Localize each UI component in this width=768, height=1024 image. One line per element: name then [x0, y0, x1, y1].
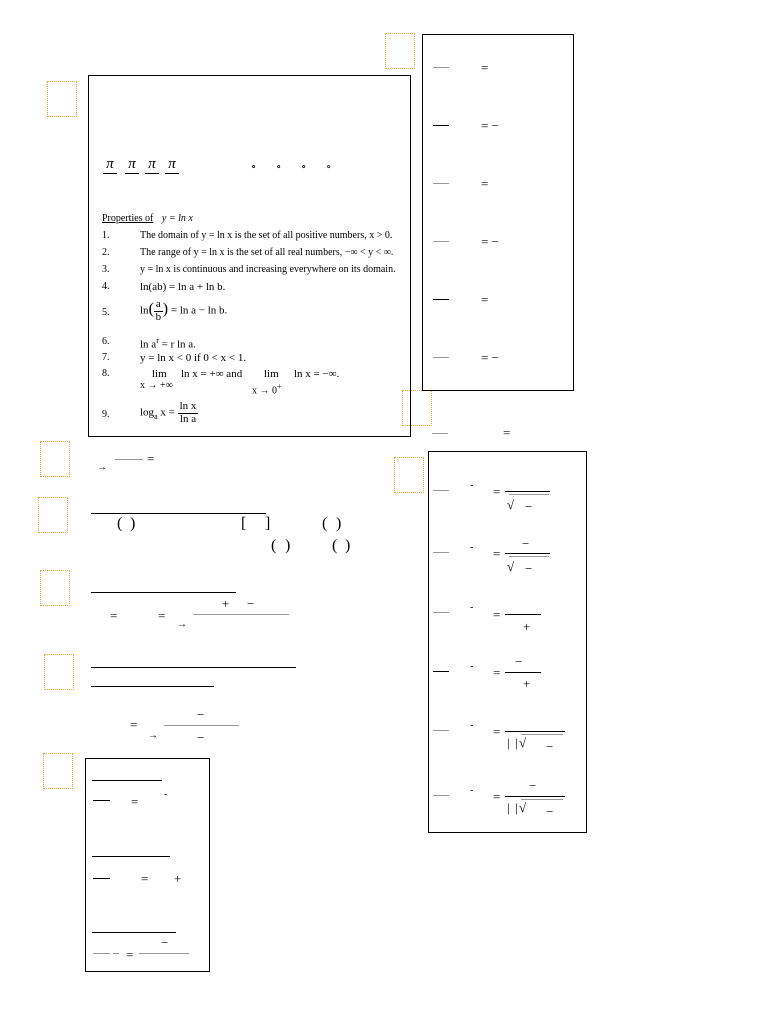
marker-1 — [385, 33, 415, 69]
math-glyph: 1. — [102, 230, 110, 241]
math-glyph: √ — [519, 800, 527, 815]
marker-5 — [394, 457, 424, 493]
math-glyph: x → 0 — [252, 385, 277, 397]
math-glyph: + — [277, 382, 282, 391]
math-glyph: ln — [140, 304, 149, 317]
math-glyph: - — [470, 785, 474, 796]
math-glyph: = — [481, 60, 489, 75]
circle-glyph: ∘ — [276, 161, 282, 173]
pi-symbol: π — [165, 156, 179, 174]
math-glyph: = — [110, 608, 118, 623]
right-top-box — [422, 34, 574, 391]
math-glyph: 7. — [102, 352, 110, 363]
math-glyph: 8. — [102, 368, 110, 379]
math-glyph: log — [140, 406, 155, 419]
math-glyph: ln x — [179, 400, 197, 412]
marker-6 — [38, 497, 68, 533]
math-glyph: | — [515, 735, 518, 750]
math-glyph: [ — [241, 515, 247, 532]
math-glyph: − — [197, 730, 205, 745]
math-glyph: − — [546, 804, 554, 819]
math-glyph: b — [155, 310, 162, 323]
arrow-glyph: → — [97, 462, 107, 473]
math-glyph: ln(ab) = ln a + ln b. — [140, 281, 226, 293]
math-glyph: Properties of — [102, 213, 154, 224]
math-glyph: = — [126, 947, 134, 962]
math-glyph: y = ln x < 0 if 0 < x < 1. — [140, 352, 247, 364]
math-glyph: − — [247, 596, 255, 611]
marker-7 — [40, 570, 70, 606]
math-glyph: | — [507, 735, 510, 750]
math-glyph: x → +∞ — [140, 380, 173, 391]
marker-9 — [43, 753, 73, 789]
math-glyph: → — [148, 730, 158, 741]
math-glyph: | — [515, 800, 518, 815]
math-glyph: + — [222, 596, 230, 611]
circle-glyph: ∘ — [251, 161, 257, 173]
math-glyph: = — [130, 717, 138, 732]
math-glyph: − — [522, 536, 530, 551]
math-glyph: = r ln a. — [158, 338, 196, 351]
math-glyph: ln x = −∞. — [294, 368, 340, 380]
math-glyph: − — [525, 561, 533, 576]
math-glyph: √ — [519, 735, 527, 750]
math-glyph: + — [174, 871, 182, 886]
math-glyph: = — [493, 546, 501, 561]
equals-glyph: = — [147, 451, 155, 466]
equals-glyph: = — [503, 425, 511, 440]
math-glyph: 2. — [102, 247, 110, 258]
math-glyph: ln a — [140, 338, 157, 351]
math-glyph: = — [131, 794, 139, 809]
math-glyph: − — [197, 707, 205, 722]
math-glyph: ( — [271, 537, 277, 554]
math-glyph: = — [493, 484, 501, 499]
math-glyph: ln x = +∞ and — [181, 368, 243, 380]
math-glyph: 6. — [102, 336, 110, 347]
math-glyph: | — [507, 800, 510, 815]
math-glyph: ( — [332, 537, 338, 554]
marker-8 — [44, 654, 74, 690]
math-glyph: = — [493, 724, 501, 739]
math-glyph: y = ln x — [161, 213, 193, 224]
math-glyph: + — [523, 676, 531, 691]
pi-symbol: π — [125, 156, 139, 174]
math-glyph: = ln a − ln b. — [170, 304, 228, 317]
math-glyph: - — [164, 789, 168, 800]
properties-heading — [102, 213, 193, 224]
math-glyph: − — [525, 499, 533, 514]
right-bottom-box — [428, 451, 587, 833]
math-glyph: − — [546, 739, 554, 754]
math-glyph: ) — [345, 537, 351, 554]
math-glyph: - — [470, 720, 474, 731]
math-glyph: → — [177, 619, 187, 630]
properties-list: Properties of y = ln x 1. The domain of y = ln x is the set of all positive numbers, x > 0. 2. The range of y = ln x is the set of all real numbers, −∞ < y < ∞. 3. y = ln x is continuous and increasing everywhere on its domain. 4. ln(ab) = ln a + ln b. 5. ln( $\frac{a}{b}$ ) = ln a − ln b. 6. $\ln a^r = r$ ln a. 7. y = ln x < 0 if 0 < x < 1. 8. lim x → +∞ ln x = +∞ and lim x → 0+ ln x = −∞. 9. $\log_a x$ = $\frac{\text{ln x}}{\text{ln a}}$ — [102, 213, 407, 433]
marker-2 — [47, 81, 77, 117]
math-glyph: ) — [285, 537, 291, 554]
math-glyph: = — [493, 665, 501, 680]
math-glyph: ) — [130, 515, 136, 532]
math-glyph: = — [158, 608, 166, 623]
marker-4 — [40, 441, 70, 477]
math-glyph: ] — [265, 515, 271, 532]
math-glyph: = − — [481, 234, 499, 249]
math-glyph: r — [156, 336, 159, 345]
math-glyph: √ — [507, 497, 515, 512]
math-glyph: 4. — [102, 281, 110, 292]
math-glyph: − — [161, 935, 169, 950]
math-glyph: = — [493, 789, 501, 804]
math-glyph: ) — [336, 515, 342, 532]
math-glyph: lim — [264, 368, 279, 380]
math-glyph: a — [155, 298, 161, 310]
pi-symbol: π — [103, 156, 117, 174]
math-glyph: = — [481, 176, 489, 191]
math-glyph: = — [493, 607, 501, 622]
math-glyph: The domain of y = ln x is the set of all positive numbers, x > 0. — [140, 230, 393, 241]
math-glyph: - — [470, 542, 474, 553]
math-glyph: = − — [481, 118, 499, 133]
math-glyph: The range of y = ln x is the set of all real numbers, −∞ < y < ∞. — [140, 247, 394, 258]
math-glyph: lim — [152, 368, 167, 380]
math-glyph: a — [154, 411, 158, 421]
pi-symbol: π — [145, 156, 159, 174]
circle-glyph: ∘ — [326, 161, 332, 173]
math-glyph: = — [141, 871, 149, 886]
math-glyph: 9. — [102, 409, 110, 420]
math-glyph: - — [470, 480, 474, 491]
math-glyph: = − — [481, 350, 499, 365]
left-bottom-box — [85, 758, 210, 972]
math-glyph: √ — [507, 559, 515, 574]
math-glyph: - — [470, 661, 474, 672]
math-glyph: − — [515, 654, 523, 669]
math-glyph: y = ln x is continuous and increasing everywhere on its domain. — [140, 264, 396, 275]
properties-box — [88, 75, 411, 437]
math-glyph: + — [523, 619, 531, 634]
math-glyph: 5. — [102, 307, 110, 318]
math-glyph: 3. — [102, 264, 110, 275]
math-glyph: ln a — [179, 412, 197, 425]
math-glyph: ( — [322, 515, 328, 532]
circle-glyph: ∘ — [301, 161, 307, 173]
math-glyph: = — [481, 292, 489, 307]
math-glyph: - — [470, 602, 474, 613]
math-glyph: − — [529, 778, 537, 793]
pi-row — [103, 156, 403, 176]
math-glyph: ( — [117, 515, 123, 532]
property-item — [102, 368, 402, 396]
math-glyph: x = — [157, 406, 175, 419]
